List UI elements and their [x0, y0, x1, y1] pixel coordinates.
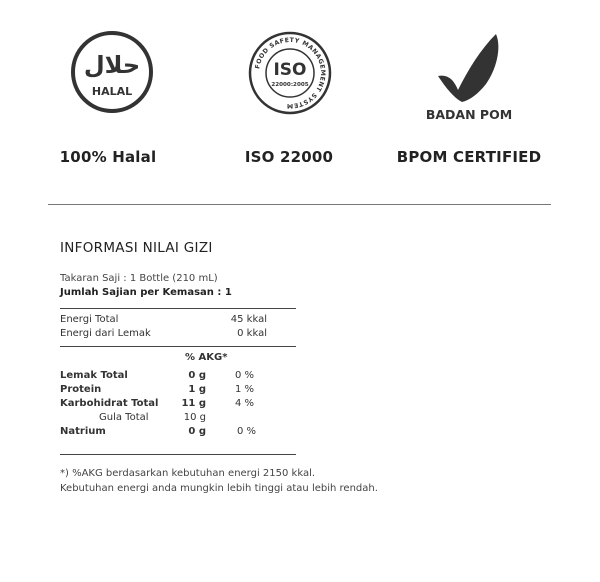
energy-fat-label: Energi dari Lemak [60, 328, 151, 339]
row-amount: 11 g [181, 398, 206, 409]
row-label: Protein [60, 384, 102, 395]
iso-badge [210, 30, 370, 116]
iso-ring-text: FOOD SAFETY MANAGEMENT SYSTEM [254, 36, 327, 110]
energy-fat-value: 0 kkal [237, 328, 267, 339]
servings-per-pack: Jumlah Sajian per Kemasan : 1 [60, 287, 232, 298]
nutrition-title: INFORMASI NILAI GIZI [60, 240, 213, 256]
row-label: Karbohidrat Total [60, 398, 159, 409]
bpom-badge [389, 30, 549, 122]
bpom-inner-text: BADAN POM [425, 107, 513, 122]
halal-caption: 100% Halal [59, 148, 157, 166]
akg-header: % AKG* [185, 352, 228, 363]
serving-size: Takaran Saji : 1 Bottle (210 mL) [60, 273, 218, 284]
row-akg: 0 % [236, 426, 256, 437]
rule-3 [60, 454, 296, 455]
iso-caption: ISO 22000 [244, 148, 334, 166]
iso-inner-text: ISO [273, 60, 307, 80]
row-amount: 0 g [188, 370, 206, 381]
halal-logo-icon [70, 30, 154, 114]
rule-2 [60, 346, 296, 347]
halal-inner-text: HALAL [91, 85, 133, 98]
footnote-akg: *) %AKG berdasarkan kebutuhan energi 2150 kkal. [60, 468, 316, 479]
row-akg: 4 % [234, 398, 254, 409]
footnote-energy: Kebutuhan energi anda mungkin lebih tinggi atau lebih rendah. [60, 483, 378, 494]
badan-pom-logo-icon [414, 30, 524, 122]
energy-total-value: 45 kkal [230, 314, 267, 325]
bpom-caption: BPOM CERTIFIED [396, 148, 542, 166]
halal-badge [32, 30, 192, 114]
row-label: Gula Total [99, 412, 149, 423]
row-label: Natrium [60, 426, 106, 437]
energy-total-label: Energi Total [60, 314, 119, 325]
row-akg: 0 % [234, 370, 254, 381]
row-akg: 1 % [234, 384, 254, 395]
row-label: Lemak Total [60, 370, 128, 381]
section-divider [48, 204, 551, 205]
rule-1 [60, 308, 296, 309]
iso-code-text: 22000:2005 [271, 82, 309, 88]
halal-arabic-text: حلال [83, 51, 141, 79]
row-amount: 10 g [183, 412, 206, 423]
row-amount: 0 g [188, 426, 206, 437]
row-amount: 1 g [188, 384, 206, 395]
iso-logo-icon [247, 30, 333, 116]
